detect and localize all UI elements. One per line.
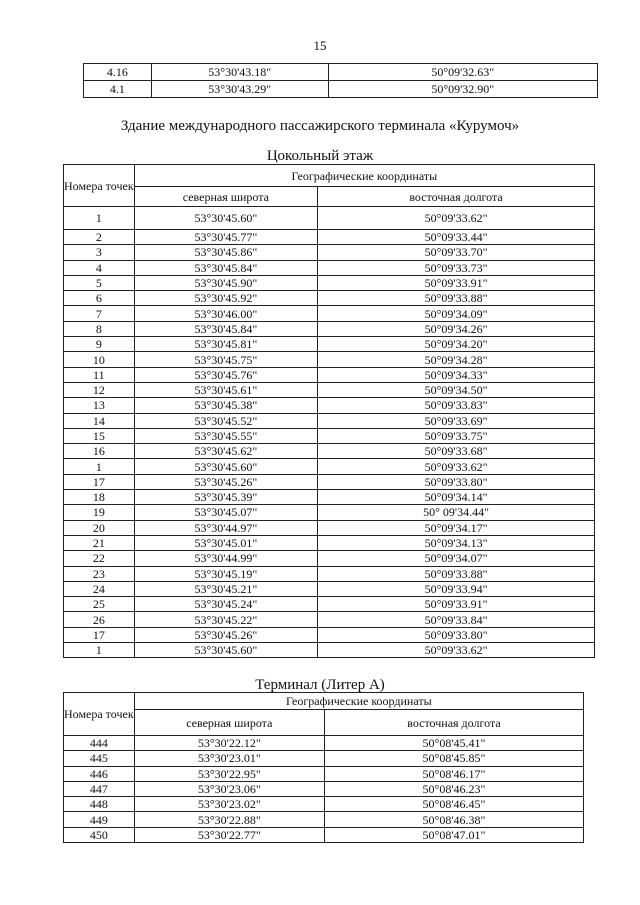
longitude-cell: 50°09'33.62" [318,207,595,230]
latitude-cell: 53°30'45.86" [134,245,317,260]
table-row [64,459,595,474]
longitude-cell: 50°09'33.80" [318,474,595,489]
point-number-cell: 450 [64,827,135,842]
point-number-cell: 10 [64,352,135,367]
table-row [64,352,595,367]
latitude-cell: 53°30'45.84" [134,260,317,275]
point-number-cell: 445 [64,751,135,766]
table2-caption: Терминал (Литер А) [255,677,385,693]
longitude-cell: 50°09'34.14" [318,490,595,505]
table1-header-points: Номера точек [64,165,135,207]
latitude-cell: 53°30'45.77" [134,230,317,245]
table-row [64,520,595,535]
longitude-cell: 50°09'33.83" [318,398,595,413]
point-number-cell: 447 [64,781,135,796]
point-number-cell: 448 [64,797,135,812]
point-number-cell: 4.1 [84,81,152,98]
table-row [64,306,595,321]
latitude-cell: 53°30'45.55" [134,428,317,443]
table-row [64,643,595,658]
point-number-cell: 18 [64,490,135,505]
table-row [64,413,595,428]
latitude-cell: 53°30'44.97" [134,520,317,535]
longitude-cell: 50°09'33.68" [318,444,595,459]
point-number-cell: 8 [64,321,135,336]
longitude-cell: 50°09'33.75" [318,428,595,443]
latitude-cell: 53°30'45.60" [134,207,317,230]
table2-header-lat: северная широта [134,710,324,736]
table-row [64,444,595,459]
point-number-cell: 23 [64,566,135,581]
point-number-cell: 25 [64,597,135,612]
latitude-cell: 53°30'23.06" [134,781,324,796]
longitude-cell: 50° 09'34.44" [318,505,595,520]
table1-caption: Цокольный этаж [266,148,374,164]
latitude-cell: 53°30'23.02" [134,797,324,812]
table1-header-coords: Географические координаты [134,165,594,187]
table2-header-points: Номера точек [64,693,135,736]
latitude-cell: 53°30'45.81" [134,337,317,352]
table-row [64,490,595,505]
table-row [64,230,595,245]
latitude-cell: 53°30'45.60" [134,643,317,658]
table2 [63,692,584,843]
latitude-cell: 53°30'45.21" [134,581,317,596]
table-row [64,207,595,230]
table-row [64,337,595,352]
table-row [64,781,584,796]
longitude-cell: 50°09'33.88" [318,291,595,306]
longitude-cell: 50°08'46.17" [324,766,583,781]
longitude-cell: 50°09'34.50" [318,382,595,397]
longitude-cell: 50°09'33.91" [318,275,595,290]
latitude-cell: 53°30'45.61" [134,382,317,397]
table-row [64,260,595,275]
continuation-table [83,63,598,98]
longitude-cell: 50°09'33.44" [318,230,595,245]
point-number-cell: 19 [64,505,135,520]
point-number-cell: 1 [64,459,135,474]
longitude-cell: 50°09'33.91" [318,597,595,612]
table-row [84,64,598,81]
longitude-cell: 50°09'33.69" [318,413,595,428]
table2-header-coords: Географические координаты [134,693,583,710]
longitude-cell: 50°08'46.23" [324,781,583,796]
longitude-cell: 50°08'46.45" [324,797,583,812]
table-row [64,398,595,413]
table-row [64,367,595,382]
latitude-cell: 53°30'22.77" [134,827,324,842]
table2-header-lon: восточная долгота [324,710,583,736]
table-row [64,321,595,336]
longitude-cell: 50°09'32.90" [328,81,597,98]
longitude-cell: 50°09'33.73" [318,260,595,275]
longitude-cell: 50°09'34.17" [318,520,595,535]
table-row [64,535,595,550]
longitude-cell: 50°09'33.62" [318,643,595,658]
point-number-cell: 5 [64,275,135,290]
table-row [64,797,584,812]
table1 [63,164,595,658]
longitude-cell: 50°08'47.01" [324,827,583,842]
point-number-cell: 21 [64,535,135,550]
page-number: 15 [313,38,327,53]
longitude-cell: 50°09'32.63" [328,64,597,81]
longitude-cell: 50°09'33.62" [318,459,595,474]
point-number-cell: 4.16 [84,64,152,81]
table-row [64,275,595,290]
longitude-cell: 50°09'34.26" [318,321,595,336]
point-number-cell: 22 [64,551,135,566]
table-row [64,245,595,260]
point-number-cell: 15 [64,428,135,443]
table1-header-lat: северная широта [134,187,317,207]
section-title: Здание международного пассажирского терминала «Курумоч» [120,118,520,134]
latitude-cell: 53°30'45.76" [134,367,317,382]
point-number-cell: 20 [64,520,135,535]
longitude-cell: 50°09'34.09" [318,306,595,321]
latitude-cell: 53°30'22.95" [134,766,324,781]
table-row [64,612,595,627]
longitude-cell: 50°09'34.28" [318,352,595,367]
point-number-cell: 24 [64,581,135,596]
longitude-cell: 50°08'45.41" [324,736,583,751]
latitude-cell: 53°30'45.38" [134,398,317,413]
longitude-cell: 50°08'45.85" [324,751,583,766]
longitude-cell: 50°09'34.13" [318,535,595,550]
latitude-cell: 53°30'45.52" [134,413,317,428]
table-row [64,428,595,443]
longitude-cell: 50°09'33.84" [318,612,595,627]
table-row [64,382,595,397]
table-row [64,566,595,581]
point-number-cell: 449 [64,812,135,827]
latitude-cell: 53°30'45.07" [134,505,317,520]
latitude-cell: 53°30'45.75" [134,352,317,367]
point-number-cell: 446 [64,766,135,781]
point-number-cell: 17 [64,474,135,489]
table-row [64,474,595,489]
latitude-cell: 53°30'22.12" [134,736,324,751]
latitude-cell: 53°30'45.26" [134,627,317,642]
longitude-cell: 50°09'34.07" [318,551,595,566]
point-number-cell: 9 [64,337,135,352]
table-row [64,751,584,766]
latitude-cell: 53°30'43.18" [151,64,328,81]
table2-body [64,736,584,843]
latitude-cell: 53°30'23.01" [134,751,324,766]
point-number-cell: 12 [64,382,135,397]
table-row [64,291,595,306]
point-number-cell: 17 [64,627,135,642]
point-number-cell: 14 [64,413,135,428]
latitude-cell: 53°30'45.90" [134,275,317,290]
longitude-cell: 50°09'33.94" [318,581,595,596]
continuation-table-body [84,64,598,98]
latitude-cell: 53°30'46.00" [134,306,317,321]
latitude-cell: 53°30'45.01" [134,535,317,550]
latitude-cell: 53°30'45.62" [134,444,317,459]
table-row [64,505,595,520]
table-row [64,551,595,566]
point-number-cell: 1 [64,643,135,658]
latitude-cell: 53°30'44.99" [134,551,317,566]
table-row [64,627,595,642]
latitude-cell: 53°30'45.39" [134,490,317,505]
longitude-cell: 50°08'46.38" [324,812,583,827]
latitude-cell: 53°30'45.26" [134,474,317,489]
table-row [64,827,584,842]
latitude-cell: 53°30'45.84" [134,321,317,336]
table-row [84,81,598,98]
latitude-cell: 53°30'45.22" [134,612,317,627]
table-row [64,766,584,781]
latitude-cell: 53°30'43.29" [151,81,328,98]
table-row [64,597,595,612]
latitude-cell: 53°30'45.92" [134,291,317,306]
point-number-cell: 3 [64,245,135,260]
point-number-cell: 11 [64,367,135,382]
point-number-cell: 6 [64,291,135,306]
point-number-cell: 13 [64,398,135,413]
longitude-cell: 50°09'34.33" [318,367,595,382]
table1-header-lon: восточная долгота [318,187,595,207]
point-number-cell: 4 [64,260,135,275]
table-row [64,736,584,751]
table1-body [64,207,595,658]
table-row [64,581,595,596]
point-number-cell: 16 [64,444,135,459]
point-number-cell: 444 [64,736,135,751]
point-number-cell: 7 [64,306,135,321]
latitude-cell: 53°30'45.60" [134,459,317,474]
point-number-cell: 1 [64,207,135,230]
longitude-cell: 50°09'33.80" [318,627,595,642]
longitude-cell: 50°09'33.88" [318,566,595,581]
longitude-cell: 50°09'33.70" [318,245,595,260]
latitude-cell: 53°30'22.88" [134,812,324,827]
table-row [64,812,584,827]
latitude-cell: 53°30'45.24" [134,597,317,612]
point-number-cell: 2 [64,230,135,245]
longitude-cell: 50°09'34.20" [318,337,595,352]
point-number-cell: 26 [64,612,135,627]
latitude-cell: 53°30'45.19" [134,566,317,581]
